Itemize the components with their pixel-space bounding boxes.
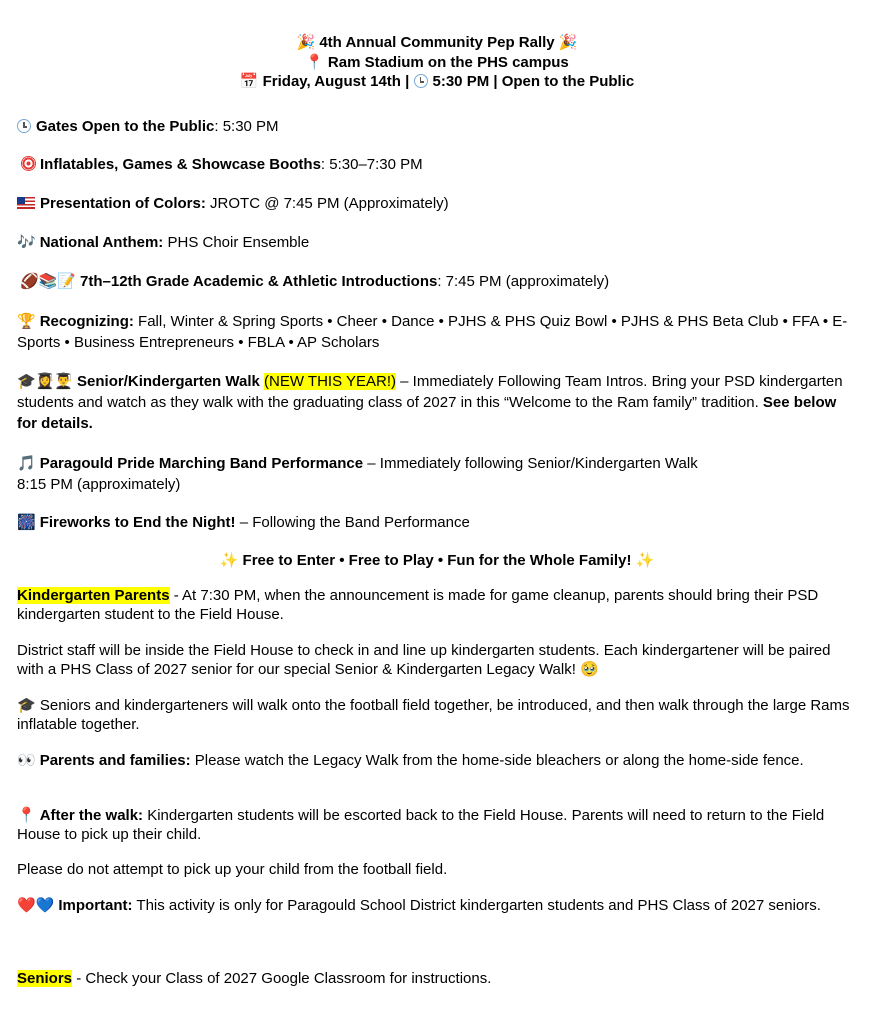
red-blue-hearts-icon: ❤️💙 xyxy=(17,897,55,914)
fireworks-icon: 🎆 xyxy=(17,514,36,531)
gates-value: : 5:30 PM xyxy=(214,118,279,135)
flyer-page xyxy=(17,33,857,987)
colors-label: Presentation of Colors: xyxy=(40,195,206,212)
seniors-walk-note xyxy=(17,696,857,734)
no-pickup-note xyxy=(17,860,857,879)
event-title: 4th Annual Community Pep Rally xyxy=(319,34,555,51)
fireworks-item xyxy=(17,513,857,532)
anthem-label: National Anthem: xyxy=(39,234,164,251)
no-pickup-text: Please do not attempt to pick up your child from the football field. xyxy=(17,861,448,878)
clock-icon xyxy=(17,119,31,133)
walk-details-note: See below for details. xyxy=(17,394,837,432)
sparkles-icon: ✨ xyxy=(635,552,655,569)
trophy-icon: 🏆 xyxy=(17,313,36,330)
musical-note-icon: 🎵 xyxy=(17,455,36,472)
after-walk-text: Kindergarten students will be escorted back to the Field House. Parents will need to return to the Field House to pick up their child. xyxy=(17,807,825,843)
party-popper-icon: 🎉 xyxy=(296,34,316,51)
round-pushpin-icon: 📍 xyxy=(305,53,324,71)
sparkles-icon: ✨ xyxy=(219,552,239,569)
important-text: This activity is only for Paragould School District kindergarten students and PHS Class of 2027 seniors. xyxy=(132,897,821,914)
families-text: Please watch the Legacy Walk from the home-side bleachers or along the home-side fence. xyxy=(190,752,804,769)
kindergarten-parents-text: - At 7:30 PM, when the announcement is made for game cleanup, parents should bring their PSD kindergarten student to the Field House. xyxy=(17,587,819,623)
fireworks-label: Fireworks to End the Night! xyxy=(39,514,236,531)
event-title-line xyxy=(17,33,857,53)
band-value: – Immediately following Senior/Kindergarten Walk xyxy=(363,455,698,472)
families-label: Parents and families: xyxy=(39,752,191,769)
kindergarten-parents-note xyxy=(17,586,857,624)
after-walk-label: After the walk: xyxy=(39,807,144,824)
new-this-year-highlight: (NEW THIS YEAR!) xyxy=(264,373,396,390)
seniors-label: Seniors xyxy=(17,970,73,987)
round-pushpin-icon: 📍 xyxy=(17,807,36,824)
graduation-cap-students-icon: 🎓👩‍🎓👨‍🎓 xyxy=(17,373,74,390)
tagline xyxy=(17,551,857,570)
recognizing-label: Recognizing: xyxy=(39,313,134,330)
event-date: Friday, August 14th | xyxy=(262,73,410,90)
recognizing-item xyxy=(17,311,857,353)
eyes-icon: 👀 xyxy=(17,752,36,769)
seniors-text: - Check your Class of 2027 Google Classroom for instructions. xyxy=(72,970,492,987)
after-walk-note xyxy=(17,806,857,844)
staff-note xyxy=(17,641,857,679)
colors-value: JROTC @ 7:45 PM (Approximately) xyxy=(205,195,449,212)
inflatables-value: : 5:30–7:30 PM xyxy=(320,156,423,173)
party-popper-icon: 🎉 xyxy=(558,34,578,51)
musical-notes-icon: 🎶 xyxy=(17,234,36,251)
walk-item xyxy=(17,371,857,434)
intros-value: : 7:45 PM (approximately) xyxy=(437,273,610,290)
graduation-cap-icon: 🎓 xyxy=(17,697,36,714)
us-flag-icon xyxy=(17,197,35,209)
colors-item xyxy=(17,194,857,213)
calendar-icon: 📅 xyxy=(239,73,259,90)
tagline-text: Free to Enter • Free to Play • Fun for the Whole Family! xyxy=(242,552,632,569)
seniors-walk-text: Seniors and kindergarteners will walk onto the football field together, be introduced, and then walk through the large Rams inflatable together. xyxy=(17,697,850,733)
football-books-memo-icon: 🏈📚📝 xyxy=(20,273,77,290)
walk-value: – Immediately Following Team Intros. Bring your PSD kindergarten students and watch as they walk with the graduating class of 2027 in this “Welcome to the Ram family” tradition. xyxy=(17,373,843,411)
event-location-line xyxy=(17,53,857,73)
direct-hit-target-icon xyxy=(21,156,36,171)
gates-label: Gates Open to the Public xyxy=(36,118,215,135)
staff-text: District staff will be inside the Field House to check in and line up kindergarten students. Each kindergartener will be paired with a PHS Class of 2027 senior for our special Senior & Kindergarten Legacy Walk! xyxy=(17,642,831,678)
walk-label: Senior/Kindergarten Walk xyxy=(77,373,260,390)
important-note xyxy=(17,896,857,915)
kindergarten-parents-label: Kindergarten Parents xyxy=(17,587,170,604)
intros-item xyxy=(20,272,860,291)
anthem-value: PHS Choir Ensemble xyxy=(163,234,310,251)
band-item xyxy=(17,453,857,495)
pleading-face-icon: 🥹 xyxy=(580,661,599,678)
anthem-item xyxy=(17,233,857,252)
intros-label: 7th–12th Grade Academic & Athletic Introductions xyxy=(80,273,438,290)
inflatables-item xyxy=(21,155,861,174)
event-header xyxy=(17,33,857,92)
gates-item xyxy=(17,117,857,136)
clock-icon xyxy=(414,74,428,88)
important-label: Important: xyxy=(58,897,133,914)
seniors-note xyxy=(17,969,857,988)
band-label: Paragould Pride Marching Band Performance xyxy=(39,455,364,472)
event-time: 5:30 PM | Open to the Public xyxy=(432,73,635,90)
event-location: Ram Stadium on the PHS campus xyxy=(327,53,569,71)
band-time: 8:15 PM (approximately) xyxy=(17,476,181,493)
fireworks-value: – Following the Band Performance xyxy=(235,514,470,531)
inflatables-label: Inflatables, Games & Showcase Booths xyxy=(40,156,321,173)
event-datetime-line xyxy=(17,72,857,92)
recognizing-value: Fall, Winter & Spring Sports • Cheer • Dance • PJHS & PHS Quiz Bowl • PJHS & PHS Beta Club • FFA • E-Sports • Business Entrepreneurs • FBLA • AP Scholars xyxy=(17,313,848,351)
families-note xyxy=(17,751,857,770)
